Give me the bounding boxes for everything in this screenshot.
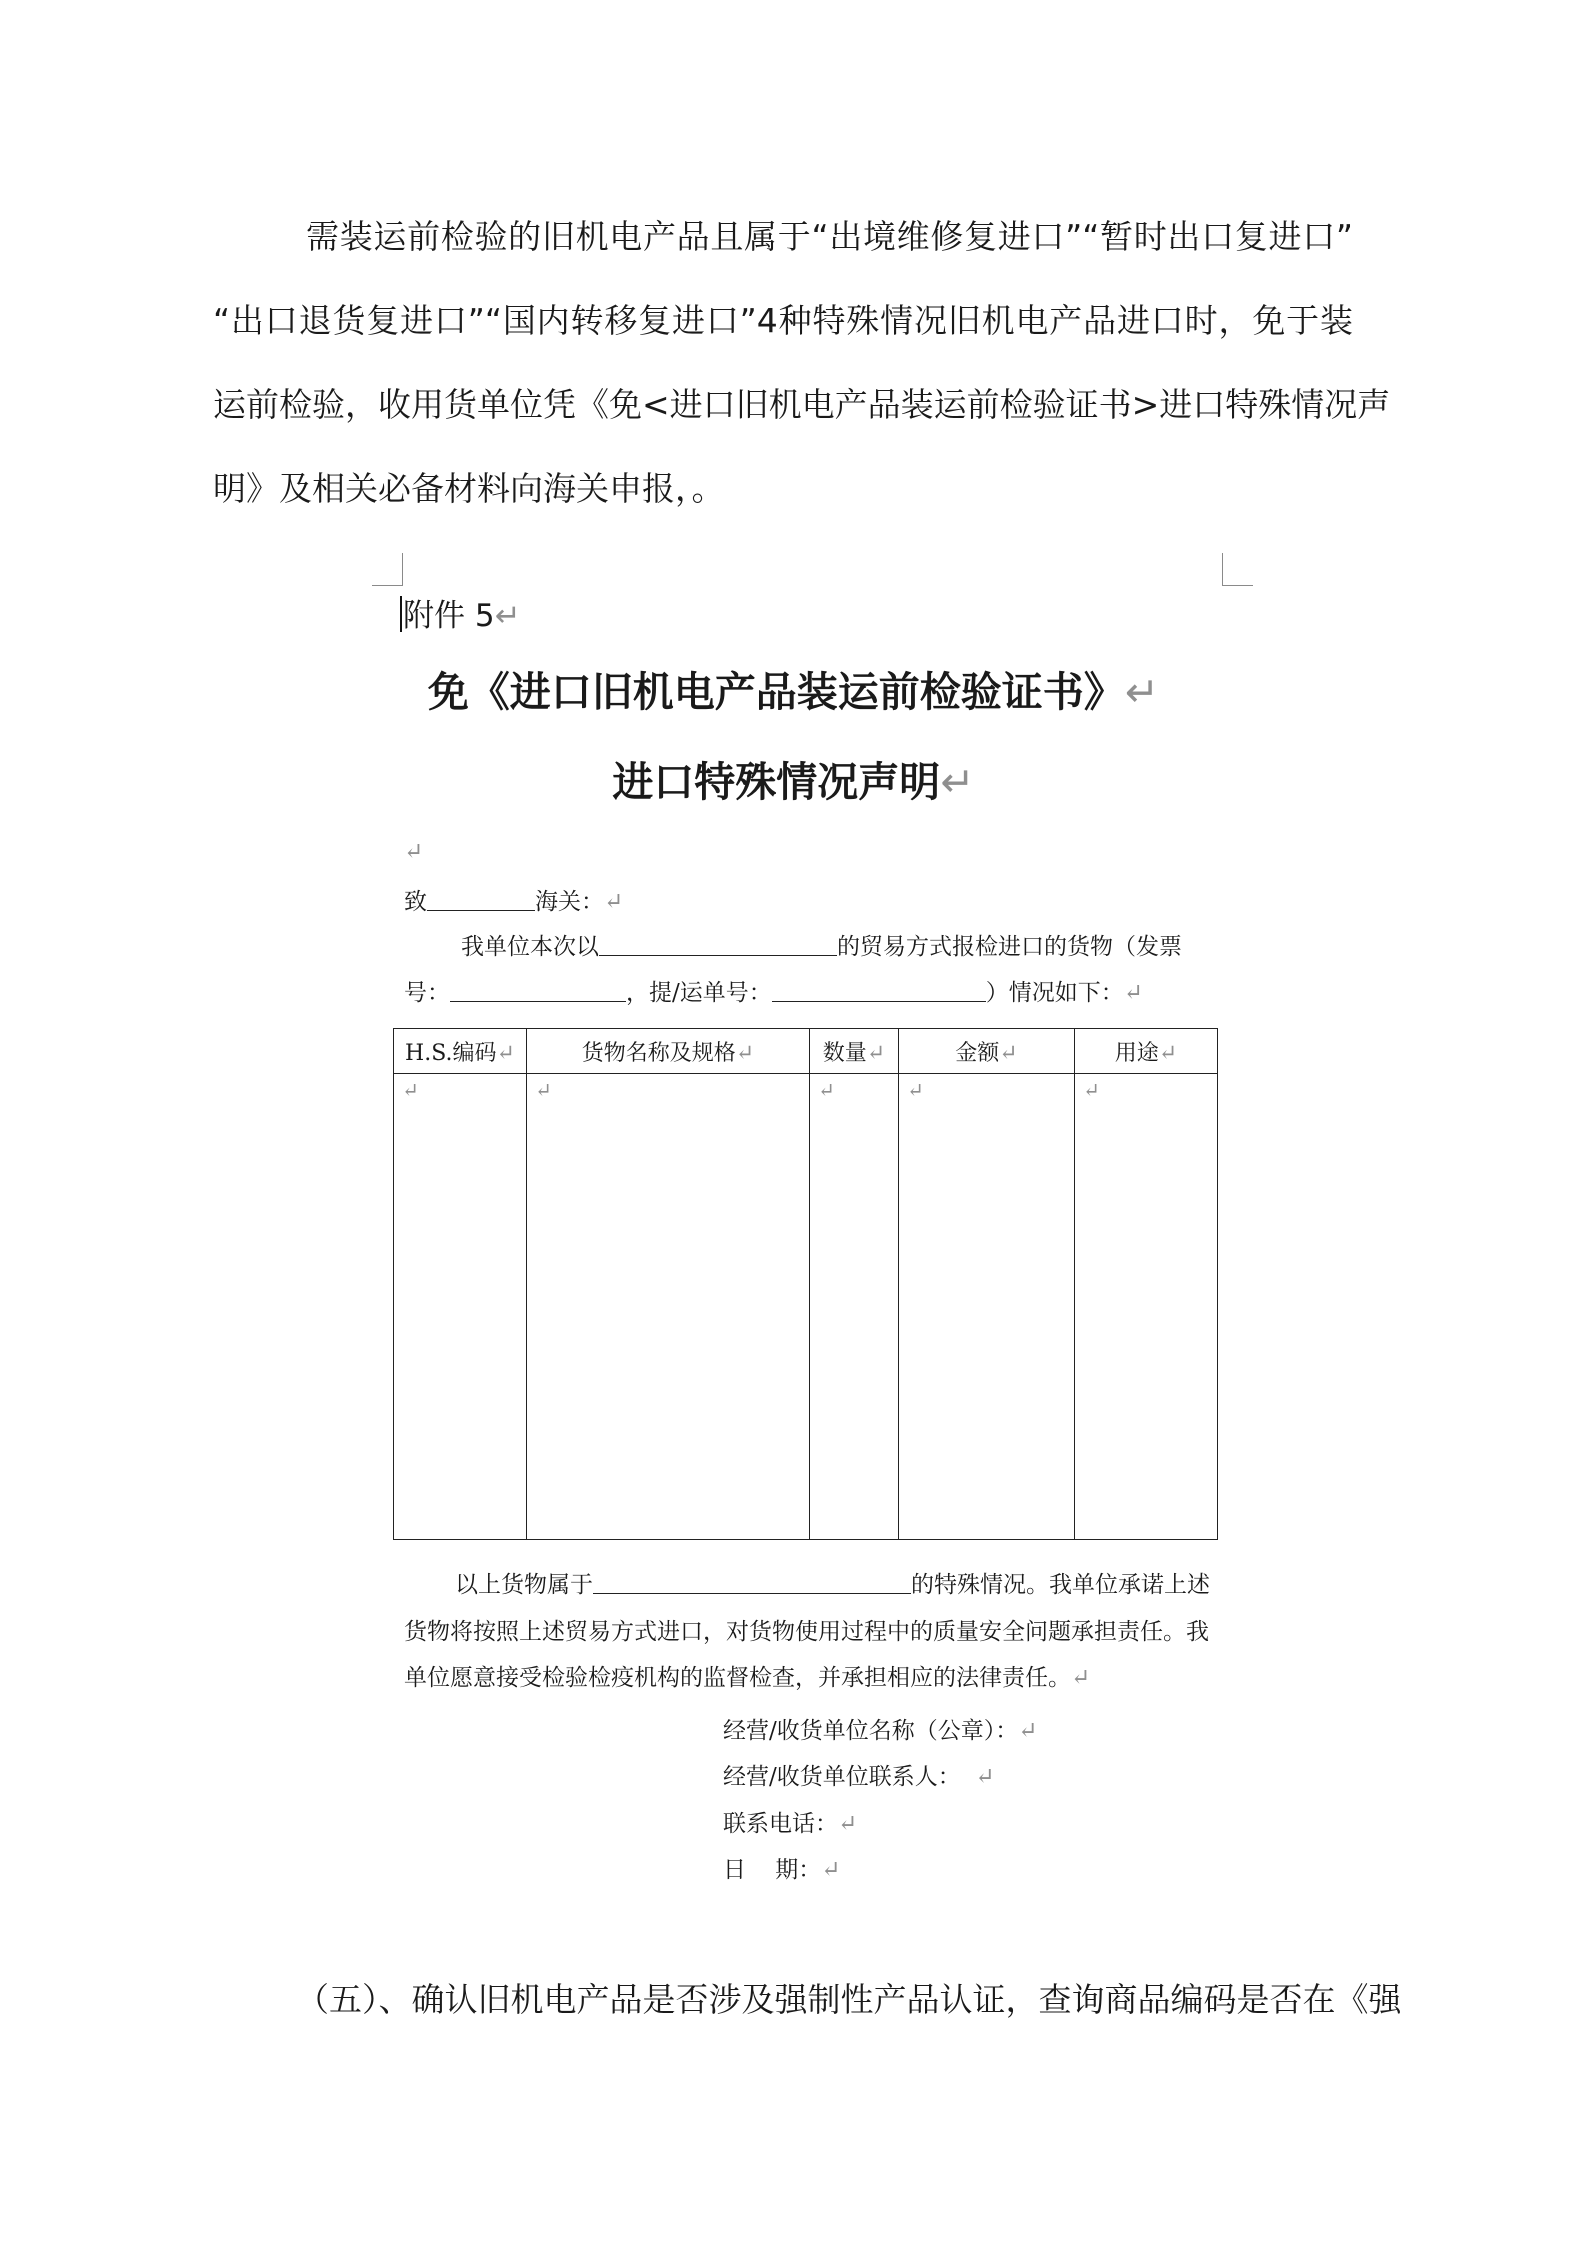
trade-method-suffix: 的贸易方式报检进口的货物（发票 <box>837 934 1182 960</box>
cell-mark-icon: ↵ <box>1083 1078 1100 1102</box>
cell-goods-name[interactable] <box>527 1074 810 1540</box>
trade-method-prefix: 我单位本次以 <box>461 934 599 960</box>
cell-usage[interactable] <box>1075 1074 1218 1540</box>
signature-unit-name: 经营/收货单位名称（公章）：↵ <box>723 1718 1038 1744</box>
bill-label: ，提/运单号： <box>626 980 772 1006</box>
table-row <box>394 1074 1218 1540</box>
invoice-prefix: 号： <box>404 980 450 1006</box>
table-header-row <box>394 1029 1218 1074</box>
header-usage: 用途↵ <box>1075 1029 1218 1074</box>
paragraph-mark-icon: ↵ <box>404 839 424 865</box>
statement-suffix: 的特殊情况。我单位承诺上述 <box>911 1572 1210 1598</box>
invoice-line <box>404 977 1143 1009</box>
cell-mark-icon: ↵ <box>866 1040 886 1066</box>
intro-line-4: 明》及相关必备材料向海关申报，。 <box>213 469 725 508</box>
paragraph-mark-icon: ↵ <box>604 889 624 915</box>
crop-mark-top-left <box>372 553 403 586</box>
crop-mark-top-right <box>1222 553 1253 586</box>
customs-name-blank[interactable] <box>427 886 535 911</box>
cell-quantity[interactable] <box>810 1074 899 1540</box>
paragraph-mark-icon: ↵ <box>1123 980 1144 1006</box>
form-title-text-2: 进口特殊情况声明 <box>612 758 941 806</box>
statement-line-2: 货物将按照上述贸易方式进口，对货物使用过程中的质量安全问题承担责任。我 <box>404 1619 1209 1645</box>
statement-line-1 <box>455 1569 1210 1601</box>
cell-amount[interactable] <box>899 1074 1075 1540</box>
header-hs-code: H.S.编码↵ <box>394 1029 527 1074</box>
cell-mark-icon: ↵ <box>1158 1040 1178 1066</box>
statement-line-3-text: 单位愿意接受检验检疫机构的监督检查，并承担相应的法律责任。 <box>404 1665 1071 1691</box>
trade-method-blank[interactable] <box>599 931 837 956</box>
addressee-suffix: 海关： <box>535 889 604 915</box>
special-case-blank[interactable] <box>593 1569 911 1594</box>
attachment-label-text: 附件 5 <box>403 598 495 634</box>
bill-number-blank[interactable] <box>772 977 986 1002</box>
form-title-line-1 <box>0 664 1587 720</box>
signature-contact: 经营/收货单位联系人： ↵ <box>723 1764 995 1790</box>
empty-paragraph <box>404 836 423 868</box>
cell-mark-icon: ↵ <box>402 1078 419 1102</box>
paragraph-mark-icon: ↵ <box>494 598 521 634</box>
invoice-suffix: ）情况如下： <box>985 980 1124 1006</box>
cell-hs-code[interactable] <box>394 1074 527 1540</box>
paragraph-mark-icon: ↵ <box>1071 1665 1091 1691</box>
statement-prefix: 以上货物属于 <box>455 1572 593 1598</box>
cell-mark-icon: ↵ <box>496 1040 515 1066</box>
cell-mark-icon: ↵ <box>907 1078 924 1102</box>
paragraph-mark-icon: ↵ <box>1124 668 1160 716</box>
form-title-text-1: 免《进口旧机电产品装运前检验证书》 <box>427 668 1125 716</box>
trade-method-line <box>461 931 1182 963</box>
cell-mark-icon: ↵ <box>535 1078 552 1102</box>
paragraph-mark-icon: ↵ <box>821 1857 841 1883</box>
paragraph-mark-icon: ↵ <box>975 1764 995 1790</box>
cell-mark-icon: ↵ <box>999 1040 1018 1066</box>
header-quantity: 数量↵ <box>810 1029 899 1074</box>
section-five-heading: （五）、确认旧机电产品是否涉及强制性产品认证，查询商品编码是否在《强 <box>296 1980 1402 2019</box>
cell-mark-icon: ↵ <box>735 1040 755 1066</box>
intro-line-1: 需装运前检验的旧机电产品且属于“出境维修复进口”“暂时出口复进口” <box>306 217 1353 256</box>
cell-mark-icon: ↵ <box>818 1078 835 1102</box>
addressee-prefix: 致 <box>404 889 427 915</box>
intro-line-3: 运前检验，收用货单位凭《免<进口旧机电产品装运前检验证书>进口特殊情况声 <box>213 385 1391 424</box>
header-amount: 金额↵ <box>899 1029 1075 1074</box>
signature-date: 日 期：↵ <box>723 1857 841 1883</box>
form-title-line-2 <box>0 754 1587 810</box>
header-goods-name: 货物名称及规格↵ <box>527 1029 810 1074</box>
paragraph-mark-icon: ↵ <box>838 1811 858 1837</box>
statement-line-3 <box>404 1662 1090 1694</box>
paragraph-mark-icon: ↵ <box>1018 1718 1038 1744</box>
addressee-line <box>404 886 623 918</box>
goods-table <box>393 1028 1218 1540</box>
signature-phone: 联系电话：↵ <box>723 1811 858 1837</box>
invoice-number-blank[interactable] <box>450 977 626 1002</box>
text-cursor <box>400 596 402 632</box>
attachment-label <box>400 596 521 636</box>
paragraph-mark-icon: ↵ <box>940 758 975 806</box>
intro-line-2: “出口退货复进口”“国内转移复进口”4种特殊情况旧机电产品进口时，免于装 <box>213 301 1353 340</box>
